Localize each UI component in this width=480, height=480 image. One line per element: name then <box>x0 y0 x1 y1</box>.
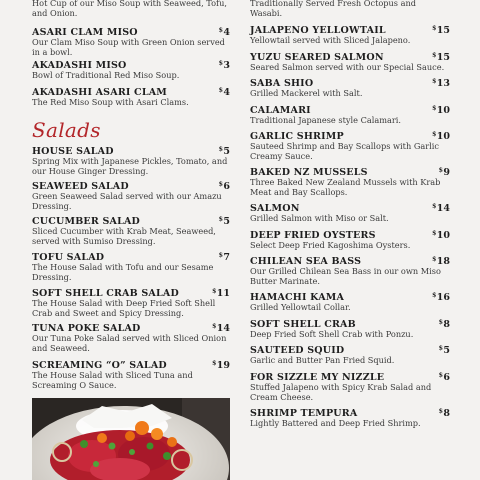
item-price: $5 <box>218 146 230 157</box>
item-price: $14 <box>212 323 230 334</box>
item-price: $8 <box>438 319 450 330</box>
item-price: $11 <box>212 288 230 299</box>
item-price: $15 <box>432 52 450 63</box>
item-name: CHILEAN SEA BASS <box>250 256 362 267</box>
item-name: ASARI CLAM MISO <box>32 27 138 38</box>
menu-item <box>32 27 230 57</box>
item-description: Bowl of Traditional Red Miso Soup. <box>32 70 180 80</box>
item-price: $4 <box>218 87 230 98</box>
item-description: Our Grilled Chilean Sea Bass in our own Miso Butter Marinate. <box>250 266 441 286</box>
item-price: $7 <box>218 252 230 263</box>
menu-item <box>250 52 450 73</box>
item-price: $13 <box>432 78 450 89</box>
menu-item <box>250 345 450 366</box>
menu-item <box>32 146 230 176</box>
menu-item-miso-soup-fragment <box>32 0 230 18</box>
menu-item <box>250 78 450 99</box>
item-description: Our Tuna Poke Salad served with Sliced Onion and Seaweed. <box>32 333 227 353</box>
menu-item <box>250 319 450 340</box>
menu-item <box>250 372 450 402</box>
item-name: CALAMARI <box>250 105 311 116</box>
item-description: Green Seaweed Salad served with our Amazu Dressing. <box>32 191 222 211</box>
item-description: The House Salad with Sliced Tuna and Screaming O Sauce. <box>32 370 193 390</box>
menu-item <box>32 181 230 211</box>
menu-item <box>32 323 230 353</box>
item-name: YUZU SEARED SALMON <box>250 52 384 63</box>
item-name: TUNA POKE SALAD <box>32 323 141 334</box>
item-name: SEAWEED SALAD <box>32 181 129 192</box>
item-name: SOFT SHELL CRAB SALAD <box>32 288 179 299</box>
item-description: Select Deep Fried Kagoshima Oysters. <box>250 240 411 250</box>
menu-item <box>250 105 450 126</box>
menu-item-octopus-fragment <box>250 0 450 18</box>
item-description: Lightly Battered and Deep Fried Shrimp. <box>250 418 421 428</box>
item-description: Grilled Salmon with Miso or Salt. <box>250 213 389 223</box>
menu-item <box>250 25 450 46</box>
item-description: Garlic and Butter Pan Fried Squid. <box>250 355 395 365</box>
item-description: Spring Mix with Japanese Pickles, Tomato, and our House Ginger Dressing. <box>32 156 228 176</box>
item-name: BAKED NZ MUSSELS <box>250 167 368 178</box>
item-description: Traditional Japanese style Calamari. <box>250 115 401 125</box>
item-description: Sliced Cucumber with Krab Meat, Seaweed, served with Sumiso Dressing. <box>32 226 216 246</box>
menu-item <box>32 360 230 390</box>
menu-item <box>250 131 450 161</box>
item-description: Traditionally Served Fresh Octopus and Wasabi. <box>250 0 417 18</box>
poke-dish-illustration <box>32 398 230 480</box>
item-name: SOFT SHELL CRAB <box>250 319 356 330</box>
item-description: Deep Fried Soft Shell Crab with Ponzu. <box>250 329 414 339</box>
menu-item <box>32 60 230 81</box>
menu-item <box>250 167 450 197</box>
item-description: Three Baked New Zealand Mussels with Krab Meat and Bay Scallops. <box>250 177 441 197</box>
item-name: CUCUMBER SALAD <box>32 216 141 227</box>
item-name: JALAPENO YELLOWTAIL <box>250 25 386 36</box>
item-name: HOUSE SALAD <box>32 146 114 157</box>
item-name: SAUTEED SQUID <box>250 345 345 356</box>
menu-item <box>250 203 450 224</box>
item-price: $5 <box>218 216 230 227</box>
item-price: $5 <box>438 345 450 356</box>
item-price: $8 <box>438 408 450 419</box>
menu-item <box>32 288 230 318</box>
item-price: $10 <box>432 230 450 241</box>
menu-item <box>32 216 230 246</box>
item-name: GARLIC SHRIMP <box>250 131 344 142</box>
item-price: $16 <box>432 292 450 303</box>
item-price: $3 <box>218 60 230 71</box>
item-price: $15 <box>432 25 450 36</box>
item-price: $10 <box>432 105 450 116</box>
menu-item <box>250 230 450 251</box>
item-price: $14 <box>432 203 450 214</box>
menu-item <box>250 292 450 313</box>
item-description: The House Salad with Deep Fried Soft Shell Crab and Sweet and Spicy Dressing. <box>32 298 216 318</box>
item-name: DEEP FRIED OYSTERS <box>250 230 376 241</box>
item-description: Our Clam Miso Soup with Green Onion served in a bowl. <box>32 37 225 57</box>
item-description: Hot Cup of our Miso Soup with Seaweed, Tofu, and Onion. <box>32 0 227 18</box>
item-description: The House Salad with Tofu and our Sesame Dressing. <box>32 262 214 282</box>
item-price: $10 <box>432 131 450 142</box>
item-name: AKADASHI ASARI CLAM <box>32 87 167 98</box>
item-description: Seared Salmon served with our Special Sauce. <box>250 62 445 72</box>
item-name: SABA SHIO <box>250 78 314 89</box>
item-price: $9 <box>438 167 450 178</box>
item-price: $6 <box>438 372 450 383</box>
item-name: SALMON <box>250 203 300 214</box>
menu-item <box>32 87 230 108</box>
item-name: SCREAMING “O” SALAD <box>32 360 167 371</box>
menu-item <box>250 408 450 429</box>
item-name: TOFU SALAD <box>32 252 105 263</box>
item-name: AKADASHI MISO <box>32 60 127 71</box>
food-photo <box>32 398 230 480</box>
item-description: Stuffed Jalapeno with Spicy Krab Salad and Cream Cheese. <box>250 382 432 402</box>
menu-item <box>32 252 230 282</box>
item-price: $18 <box>432 256 450 267</box>
item-description: Grilled Mackerel with Salt. <box>250 88 363 98</box>
item-price: $19 <box>212 360 230 371</box>
item-price: $4 <box>218 27 230 38</box>
item-description: Yellowtail served with Sliced Jalapeno. <box>250 35 411 45</box>
menu-item <box>250 256 450 286</box>
item-name: FOR SIZZLE MY NIZZLE <box>250 372 385 383</box>
item-description: Grilled Yellowtail Collar. <box>250 302 351 312</box>
item-description: The Red Miso Soup with Asari Clams. <box>32 97 189 107</box>
section-title-salads: Salads <box>32 118 101 142</box>
item-name: HAMACHI KAMA <box>250 292 345 303</box>
item-description: Sauteed Shrimp and Bay Scallops with Garlic Creamy Sauce. <box>250 141 439 161</box>
item-price: $6 <box>218 181 230 192</box>
item-name: SHRIMP TEMPURA <box>250 408 358 419</box>
